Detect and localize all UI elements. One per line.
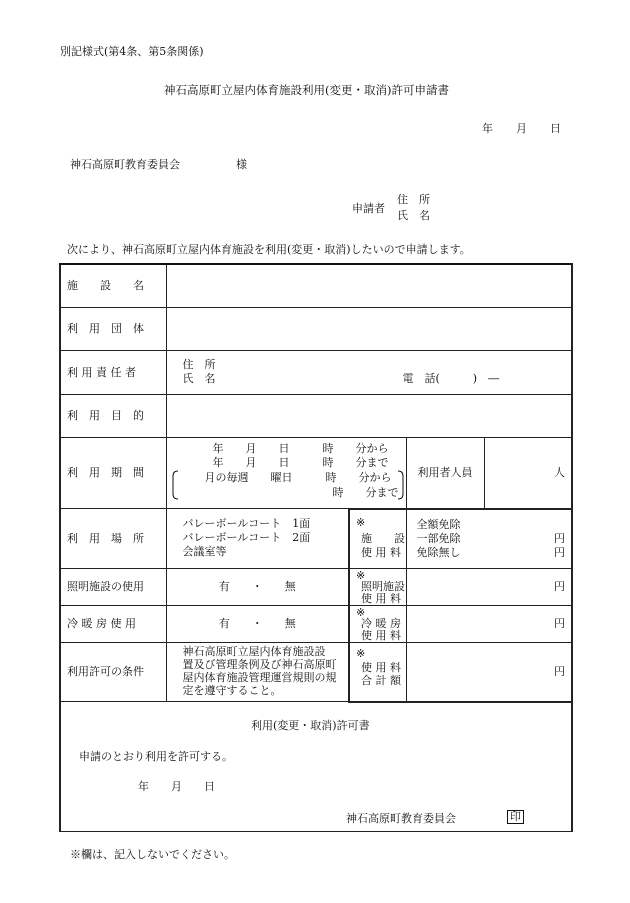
user-group-label: 利 用 団 体 [60,307,166,350]
conditions-text [166,642,349,702]
period-line-4: 時 分まで [332,485,399,499]
aircon-fee-label-1: 冷 暖 房 [361,616,401,630]
purpose-label: 利 用 目 的 [60,394,166,437]
responsible-person-label: 利 用 責 任 者 [60,350,166,394]
date-month: 月 [516,122,527,135]
note-mark: ※ [356,646,366,660]
condition-line-2: 置及び管理条例及び神石高原町 [182,657,337,671]
period-line-1: 年 月 日 時 分から [212,441,389,455]
addressee-honorific: 様 [236,158,247,171]
facility-fee-label-2: 使 用 料 [361,545,401,559]
yen-unit: 円 [554,531,565,545]
row-purpose [60,394,572,437]
permit-title: 利用(変更・取消)許可書 [251,718,370,732]
form-reference: 別記様式(第4条、第5条関係) [60,45,204,58]
total-fee-field [406,642,572,702]
lighting-choice[interactable] [166,568,349,605]
footnote: ※欄は、記入しないでください。 [70,848,235,861]
total-fee-label-1: 使 用 料 [361,660,401,674]
lighting-fee-label [349,568,406,605]
permit-issuer: 神石高原町教育委員会 [346,811,456,825]
date-day: 日 [550,122,561,135]
responsible-address-label: 住 所 [182,357,216,371]
note-mark: ※ [356,515,366,529]
row-period [60,437,572,509]
condition-line-4: 定を遵守すること。 [182,683,282,697]
row-lighting [60,568,572,605]
yen-unit: 円 [554,545,565,559]
document-title: 神石高原町立屋内体育施設利用(変更・取消)許可申請書 [164,83,449,97]
user-count-unit: 人 [554,466,565,479]
applicant-label: 申請者 [352,202,385,215]
row-facility [60,264,572,307]
condition-line-3: 屋内体育施設管理運営規則の規 [182,670,337,684]
aircon-label: 冷 暖 房 使 用 [60,605,166,642]
yen-unit: 円 [554,665,565,678]
period-line-3: 月の毎週 曜日 時 分から [204,470,392,484]
total-fee-label-2: 合 計 額 [361,673,401,687]
intro-text: 次により、神石高原町立屋内体育施設を利用(変更・取消)したいので申請します。 [67,243,471,256]
place-field[interactable] [166,509,349,569]
row-place [60,509,572,569]
exemption-partial: 一部免除 [416,531,461,545]
permit-section [60,702,572,832]
user-group-field[interactable] [166,307,572,350]
period-line-2: 年 月 日 時 分まで [212,455,389,469]
yen-unit: 円 [554,617,565,630]
aircon-fee-field [406,605,572,642]
period-label: 利 用 期 間 [60,437,166,509]
aircon-choice-text: 有 ・ 無 [218,617,296,630]
lighting-fee-field [406,568,572,605]
row-responsible [60,350,572,394]
row-group [60,307,572,350]
user-count-field[interactable] [484,437,572,509]
applicant-name-label: 氏 名 [397,209,430,222]
exemption-none: 免除無し [416,545,461,559]
row-conditions [60,642,572,702]
exemption-full: 全額免除 [416,517,461,531]
facility-name-field[interactable] [166,264,572,307]
aircon-fee-label [349,605,406,642]
facility-fee-label [349,509,406,569]
date-year: 年 [482,122,493,135]
purpose-field[interactable] [166,394,572,437]
lighting-fee-label-1: 照明施設 [361,579,405,593]
addressee-name: 神石高原町教育委員会 [70,158,180,171]
lighting-fee-label-2: 使 用 料 [361,591,401,605]
applicant-address-label: 住 所 [397,193,430,206]
permit-text: 申請のとおり利用を許可する。 [79,749,233,763]
total-fee-label [349,642,406,702]
bracket-left [171,470,179,500]
period-field[interactable] [166,437,406,509]
responsible-name-label: 氏 名 [182,371,216,385]
note-mark: ※ [356,605,366,619]
condition-line-1: 神石高原町立屋内体育施設設 [182,644,326,658]
row-aircon [60,605,572,642]
user-count-label: 利用者人員 [406,437,484,509]
facility-fee-label-1: 施 設 [361,531,405,545]
aircon-fee-label-2: 使 用 料 [361,628,401,642]
aircon-choice[interactable] [166,605,349,642]
seal-box: 印 [507,810,524,824]
facility-fee-field [406,509,572,569]
lighting-label: 照明施設の使用 [60,568,166,605]
permit-date: 年 月 日 [138,779,215,793]
application-form-table [59,263,573,832]
place-volleyball-2: バレーボールコート 2面 [182,531,311,545]
bracket-right [397,470,405,500]
yen-unit: 円 [554,580,565,593]
conditions-label: 利用許可の条件 [60,642,166,702]
note-mark: ※ [356,568,366,582]
responsible-person-field[interactable] [166,350,572,394]
facility-name-label: 施 設 名 [60,264,166,307]
place-label: 利 用 場 所 [60,509,166,569]
responsible-phone-label: 電 話( ) ― [402,371,500,385]
place-volleyball-1: バレーボールコート 1面 [182,517,311,531]
row-permit [60,702,572,832]
lighting-choice-text: 有 ・ 無 [218,580,296,593]
place-meeting-room: 会議室等 [182,545,227,559]
